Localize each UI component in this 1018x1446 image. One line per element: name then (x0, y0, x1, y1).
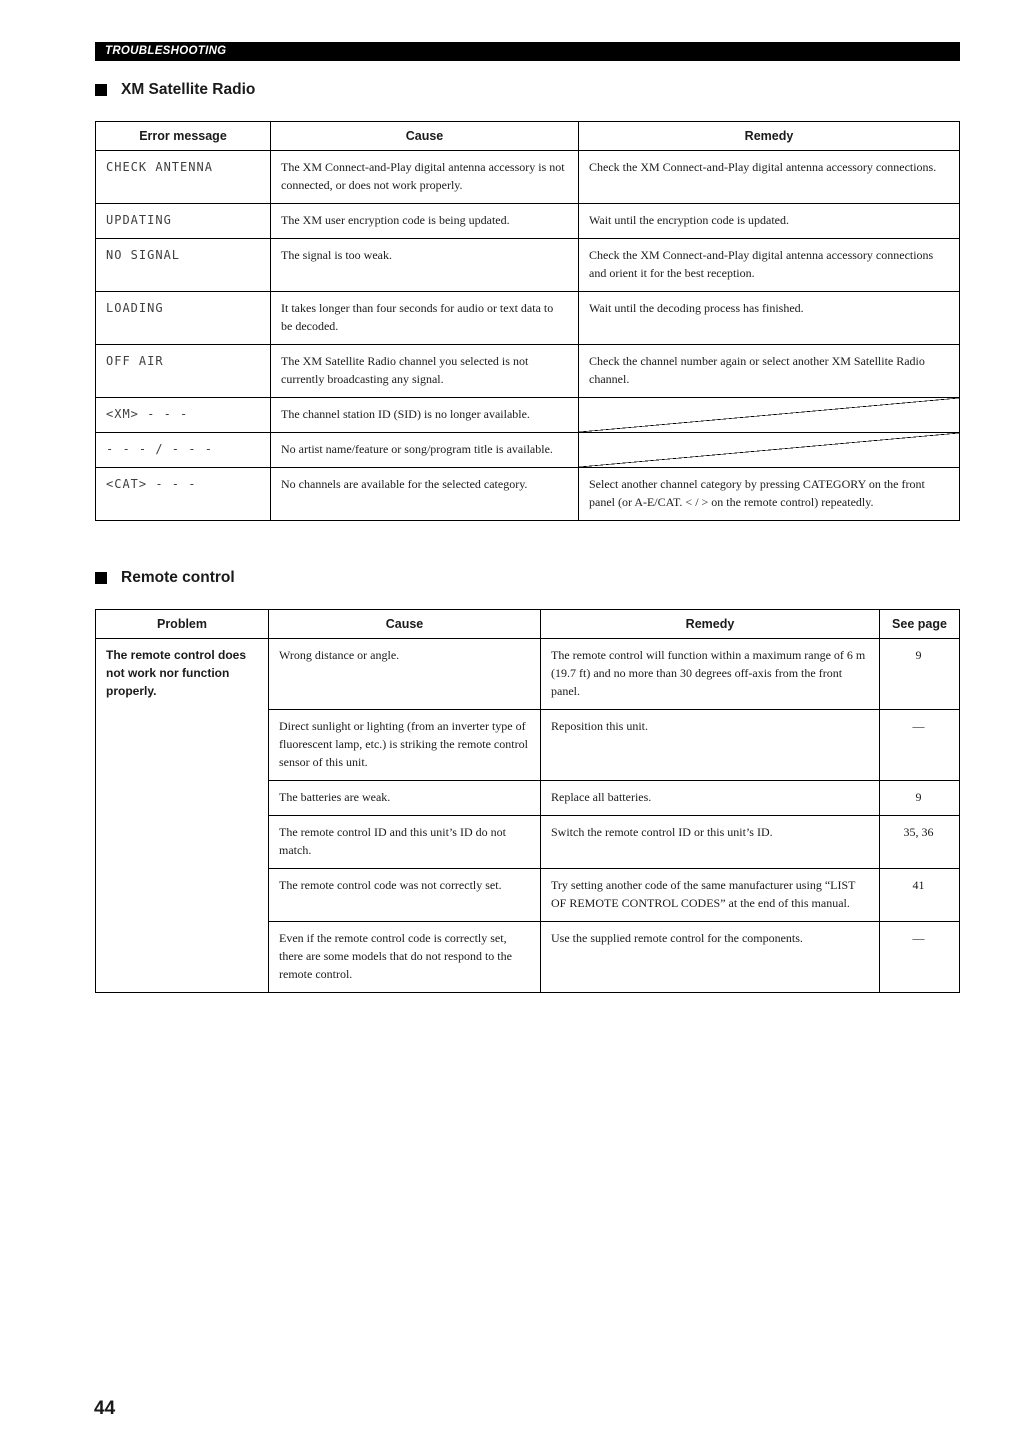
remedy-cell: Reposition this unit. (541, 710, 880, 781)
see-page-cell: 9 (880, 639, 960, 710)
cause-cell: The XM Satellite Radio channel you selected is not currently broadcasting any signal. (271, 345, 579, 398)
column-header-see-page: See page (880, 610, 960, 639)
remedy-cell: Check the XM Connect-and-Play digital antenna accessory connections. (579, 151, 960, 204)
table-row (96, 433, 960, 468)
remote-table-header-row (96, 610, 960, 639)
see-page-cell: — (880, 922, 960, 993)
remedy-cell: Wait until the decoding process has finished. (579, 292, 960, 345)
square-bullet-icon (95, 84, 107, 96)
table-row (96, 239, 960, 292)
error-message-cell: NO SIGNAL (96, 239, 271, 292)
cause-cell: The XM user encryption code is being updated. (271, 204, 579, 239)
table-row (96, 204, 960, 239)
see-page-cell: 9 (880, 781, 960, 816)
column-header-error-message: Error message (96, 122, 271, 151)
remedy-cell-crossed-out (579, 433, 960, 468)
error-message-cell: <CAT> - - - (96, 468, 271, 521)
cause-cell: Wrong distance or angle. (269, 639, 541, 710)
banner-label: TROUBLESHOOTING (105, 45, 227, 57)
error-message-cell: - - - / - - - (96, 433, 271, 468)
xm-troubleshooting-table (95, 121, 960, 521)
table-row (96, 292, 960, 345)
table-row (96, 151, 960, 204)
xm-section-heading (95, 81, 960, 99)
remedy-cell: Try setting another code of the same manufacturer using “LIST OF REMOTE CONTROL CODES” at the end of this manual. (541, 869, 880, 922)
see-page-cell: 35, 36 (880, 816, 960, 869)
xm-section-title: XM Satellite Radio (121, 81, 256, 98)
table-row (96, 639, 960, 710)
column-header-remedy: Remedy (579, 122, 960, 151)
remedy-cell: Replace all batteries. (541, 781, 880, 816)
column-header-cause: Cause (271, 122, 579, 151)
cause-cell: Even if the remote control code is correctly set, there are some models that do not respond to the remote control. (269, 922, 541, 993)
remedy-cell: Check the channel number again or select another XM Satellite Radio channel. (579, 345, 960, 398)
remedy-cell-crossed-out (579, 398, 960, 433)
remedy-cell: Use the supplied remote control for the components. (541, 922, 880, 993)
cause-cell: No channels are available for the selected category. (271, 468, 579, 521)
remote-section-title: Remote control (121, 569, 235, 586)
error-message-cell: OFF AIR (96, 345, 271, 398)
error-message-cell: UPDATING (96, 204, 271, 239)
troubleshooting-banner (95, 42, 960, 61)
square-bullet-icon (95, 572, 107, 584)
cause-cell: No artist name/feature or song/program title is available. (271, 433, 579, 468)
remedy-cell: Switch the remote control ID or this unit’s ID. (541, 816, 880, 869)
column-header-remedy: Remedy (541, 610, 880, 639)
remote-section-heading (95, 569, 960, 587)
remote-troubleshooting-table (95, 609, 960, 993)
error-message-cell: CHECK ANTENNA (96, 151, 271, 204)
column-header-cause: Cause (269, 610, 541, 639)
remedy-cell: Select another channel category by pressing CATEGORY on the front panel (or A-E/CAT. < / > on the remote control) repeatedly. (579, 468, 960, 521)
cause-cell: The channel station ID (SID) is no longer available. (271, 398, 579, 433)
column-header-problem: Problem (96, 610, 269, 639)
cause-cell: The remote control code was not correctly set. (269, 869, 541, 922)
cause-cell: The batteries are weak. (269, 781, 541, 816)
remedy-cell: Check the XM Connect-and-Play digital antenna accessory connections and orient it for the best reception. (579, 239, 960, 292)
error-message-cell: <XM> - - - (96, 398, 271, 433)
cause-cell: The signal is too weak. (271, 239, 579, 292)
cause-cell: The remote control ID and this unit’s ID do not match. (269, 816, 541, 869)
cause-cell: It takes longer than four seconds for audio or text data to be decoded. (271, 292, 579, 345)
spacer (95, 521, 960, 549)
cause-cell: Direct sunlight or lighting (from an inverter type of fluorescent lamp, etc.) is striking the remote control sensor of this unit. (269, 710, 541, 781)
table-row (96, 468, 960, 521)
cause-cell: The XM Connect-and-Play digital antenna accessory is not connected, or does not work properly. (271, 151, 579, 204)
xm-table-header-row (96, 122, 960, 151)
problem-cell: The remote control does not work nor function properly. (96, 639, 269, 993)
table-row (96, 398, 960, 433)
see-page-cell: 41 (880, 869, 960, 922)
remedy-cell: The remote control will function within a maximum range of 6 m (19.7 ft) and no more than 30 degrees off-axis from the front panel. (541, 639, 880, 710)
see-page-cell: — (880, 710, 960, 781)
page-number: 44 (94, 1398, 116, 1419)
error-message-cell: LOADING (96, 292, 271, 345)
table-row (96, 345, 960, 398)
remedy-cell: Wait until the encryption code is updated. (579, 204, 960, 239)
